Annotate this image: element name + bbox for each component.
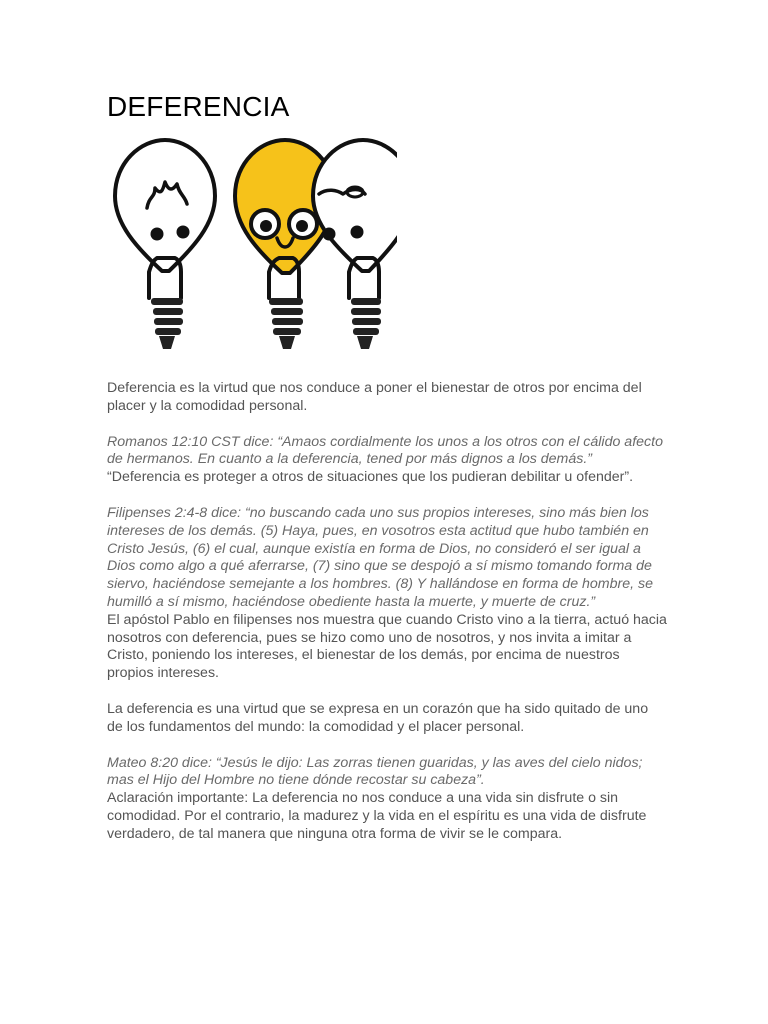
page-title: DEFERENCIA [107,91,290,122]
paragraph-text: El apóstol Pablo en filipenses nos muestra que cuando Cristo vino a la tierra, actuó hacia nosotros con deferencia, pues se hizo como uno de nosotros, y nos invita a imitar a Cristo, poniendo los intereses, el bienestar de los demás, por encima de nuestros propios intereses. [107,611,667,682]
document-page [107,90,667,842]
left-bulb [115,140,215,349]
paragraph-intro [107,380,667,416]
paragraph-text: La deferencia es una virtud que se expresa en un corazón que ha sido quitado de uno de los fundamentos del mundo: la comodidad y el placer personal. [107,700,649,735]
paragraph-deferencia-virtud [107,701,667,737]
bible-quote: Mateo 8:20 dice: “Jesús le dijo: Las zorras tienen guaridas, y las aves del cielo nidos; mas el Hijo del Hombre no tiene dónde recostar su cabeza”. [107,754,643,789]
right-bulb [313,140,397,349]
lightbulbs-illustration [107,138,397,378]
paragraph-text: Aclaración importante: La deferencia no nos conduce a una vida sin disfrute o sin comodidad. Por el contrario, la madurez y la vida en el espíritu es una vida de disfrute verdadero, de tal manera que ninguna otra forma de vivir se le compara. [107,790,647,842]
bible-quote: Filipenses 2:4-8 dice: “no buscando cada uno sus propios intereses, sino más bien los intereses de los demás. (5) Haya, pues, en vosotros esta actitud que hubo también en Cristo Jesús, (6) el cual, aunque existía en forma de Dios, no consideró el ser igual a Dios como algo a qué aferrarse, (7) sino que se despojó a sí mismo tomando forma de siervo, haciéndose semejante a los hombres. (8) Y hallándose en forma de hombre, se humilló a sí mismo, haciéndose obediente hasta la muerte, y muerte de cruz.” [107,504,654,610]
paragraph-filipenses [107,505,667,683]
paragraph-romanos [107,434,667,487]
bible-quote: Romanos 12:10 CST dice: “Amaos cordialmente los unos a los otros con el cálido afecto de hermanos. En cuanto a la deferencia, tened por más dignos a los demás.” [107,433,663,468]
body-text [107,380,667,862]
paragraph-mateo [107,755,667,844]
three-lightbulbs-icon [107,138,397,378]
paragraph-text: Deferencia es la virtud que nos conduce a poner el bienestar de otros por encima del placer y la comodidad personal. [107,380,642,414]
paragraph-text: “Deferencia es proteger a otros de situaciones que los pudieran debilitar u ofender”. [107,469,634,486]
